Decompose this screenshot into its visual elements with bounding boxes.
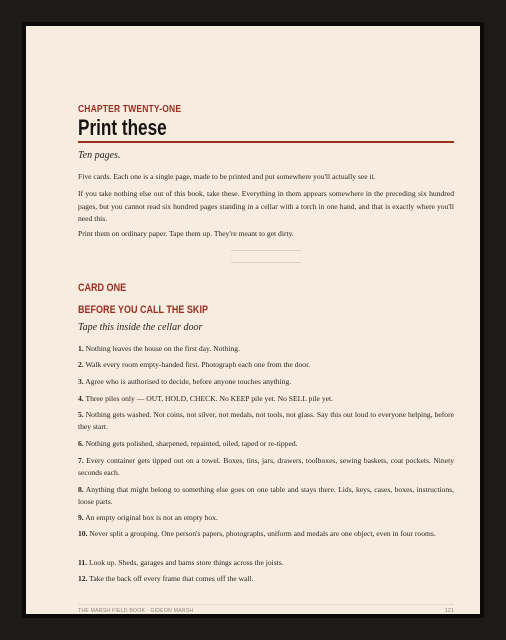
item-text: Walk every room empty-handed first. Photograph each one from the door. xyxy=(85,360,311,369)
list-item xyxy=(78,393,454,405)
item-text: Nothing gets polished, sharpened, repainted, oiled, taped or re-tipped. xyxy=(85,439,298,448)
item-number: 5. xyxy=(78,410,84,419)
list-item xyxy=(78,557,454,569)
item-number: 7. xyxy=(78,456,84,465)
list-item xyxy=(78,359,454,371)
page-number: 121 xyxy=(444,608,454,614)
item-text: Look up. Sheds, garages and barns store things across the joists. xyxy=(88,558,284,567)
list-item xyxy=(78,376,454,388)
intro-paragraph: Print them on ordinary paper. Tape them up. They're meant to get dirty. xyxy=(78,229,294,238)
list-item xyxy=(78,528,454,540)
chapter-label: CHAPTER TWENTY-ONE xyxy=(78,104,182,115)
chapter-title: Print these xyxy=(78,115,167,140)
footer-book-title: THE MARSH FIELD BOOK · GIDEON MARSH xyxy=(78,608,194,614)
card-label: CARD ONE xyxy=(78,282,127,294)
item-number: 6. xyxy=(78,439,84,448)
item-number: 11. xyxy=(78,558,88,567)
item-text: Nothing leaves the house on the first day. Nothing. xyxy=(85,344,240,353)
item-number: 8. xyxy=(78,485,84,494)
item-text: Every container gets tipped out on a towel. Boxes, tins, jars, drawers, toolboxes, sewing baskets, coat pockets. Ninety seconds each. xyxy=(78,456,454,477)
card-title: BEFORE YOU CALL THE SKIP xyxy=(78,304,208,316)
list-item xyxy=(78,455,454,478)
list-item xyxy=(78,343,454,355)
item-number: 1. xyxy=(78,344,84,353)
item-number: 3. xyxy=(78,377,84,386)
item-text: Never split a grouping. One person's papers, photographs, uniform and medals are one object, even in four rooms. xyxy=(89,529,436,538)
item-number: 2. xyxy=(78,360,84,369)
title-rule xyxy=(78,141,454,143)
intro-paragraph: If you take nothing else out of this book, take these. Everything in them appears somewhere in the preceding six hundred pages, but you cannot read six hundred pages standing in a cellar with a torch in one hand, and that is exactly where you'll need this. xyxy=(78,189,454,223)
item-number: 4. xyxy=(78,394,84,403)
footer-rule xyxy=(78,604,454,605)
list-item xyxy=(78,512,454,524)
list-item xyxy=(78,438,454,450)
item-text: Anything that might belong to something else goes on one table and stays there. Lids, keys, cases, boxes, instructions, loose parts. xyxy=(78,485,454,506)
chapter-subtitle: Ten pages. xyxy=(78,150,121,161)
item-number: 12. xyxy=(78,574,88,583)
item-text: Three piles only — OUT, HOLD, CHECK. No KEEP pile yet. No SELL pile yet. xyxy=(85,394,333,403)
intro-paragraph: Five cards. Each one is a single page, made to be printed and put somewhere you'll actually see it. xyxy=(78,172,376,181)
item-number: 10. xyxy=(78,529,88,538)
section-divider xyxy=(231,262,301,263)
item-text: An empty original box is not an empty box. xyxy=(85,513,218,522)
book-page xyxy=(26,26,480,614)
list-item xyxy=(78,484,454,507)
section-divider xyxy=(231,250,301,251)
item-number: 9. xyxy=(78,513,84,522)
item-text: Nothing gets washed. Not coins, not silver, not medals, not tools, not glass. Say this out loud to everyone helping, before they start. xyxy=(78,410,454,431)
card-subtitle: Tape this inside the cellar door xyxy=(78,322,203,333)
item-text: Agree who is authorised to decide, before anyone touches anything. xyxy=(85,377,292,386)
item-text: Take the back off every frame that comes off the wall. xyxy=(89,574,254,583)
list-item xyxy=(78,573,454,585)
list-item xyxy=(78,409,454,432)
